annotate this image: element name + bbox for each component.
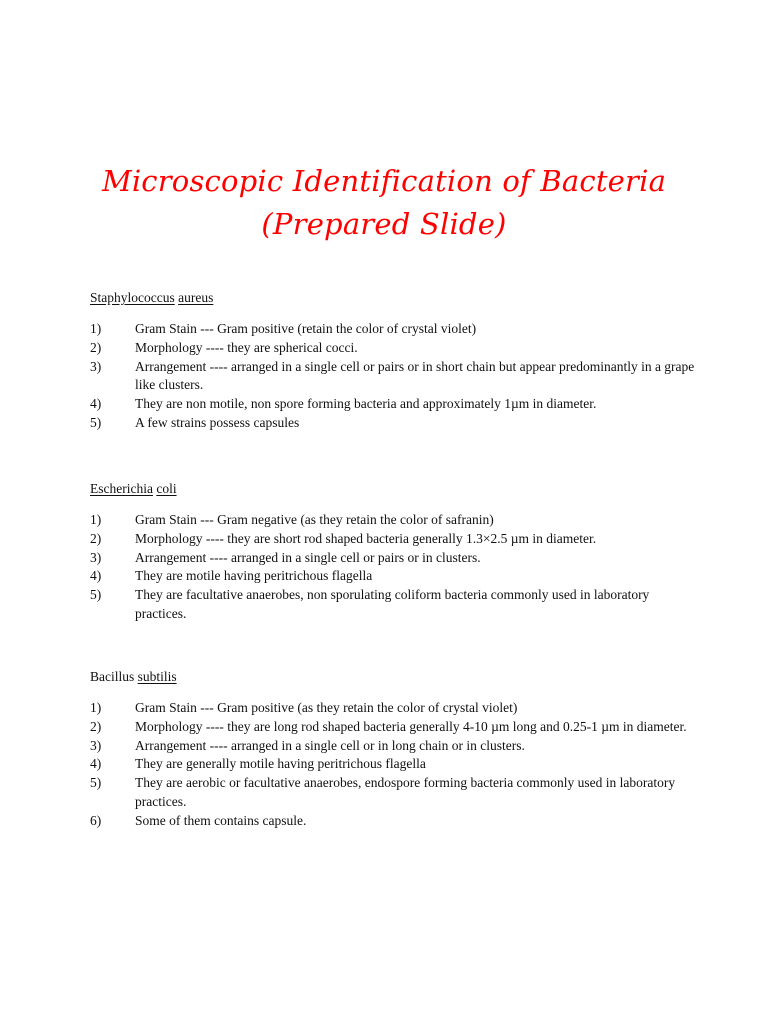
list-number: 2) [90,718,102,734]
list-item [90,414,695,433]
section-staphylococcus-aureus [90,288,695,433]
list-item [90,586,695,624]
list-number: 3) [90,358,102,374]
list-text: They are generally motile having peritrichous flagella [135,756,426,772]
list-number: 5) [90,775,102,791]
section-bacillus-subtilis [90,667,690,831]
list-text: They are aerobic or facultative anaerobes, endospore forming bacteria commonly used in laboratory practices. [135,775,676,809]
list-number: 5) [90,414,102,430]
list-text: Arrangement ---- arranged in a single cell or pairs or in clusters. [135,549,481,565]
list-number: 3) [90,737,102,753]
list-number: 2) [90,530,102,546]
list-number: 4) [90,756,102,772]
list-item [90,511,695,530]
list-number: 2) [90,339,102,355]
species-name: aureus [178,290,214,305]
list-number: 5) [90,587,102,603]
characteristics-list [90,320,695,433]
list-number: 4) [90,396,102,412]
list-text: Morphology ---- they are short rod shaped bacteria generally 1.3×2.5 µm in diameter. [135,530,597,546]
list-text: They are motile having peritrichous flagella [135,568,373,584]
list-number: 1) [90,700,102,715]
genus-name: Staphylococcus [90,290,175,305]
list-item [90,320,695,339]
list-item [90,358,695,396]
list-text: They are facultative anaerobes, non sporulating coliform bacteria commonly used in laboratory practices. [135,587,650,621]
list-item [90,530,695,549]
genus-name: Escherichia [90,481,153,496]
list-item [90,549,695,568]
species-name: subtilis [137,669,177,684]
list-item [90,737,695,756]
list-item [90,812,695,831]
section-heading [90,288,690,307]
characteristics-list [90,511,690,624]
list-text: Gram Stain --- Gram positive (retain the color of crystal violet) [135,321,477,336]
characteristics-list [90,699,690,831]
list-number: 3) [90,549,102,565]
list-text: Gram Stain --- Gram negative (as they retain the color of safranin) [135,512,494,527]
list-item [90,339,695,358]
list-item [90,567,695,586]
list-text: Gram Stain --- Gram positive (as they retain the color of crystal violet) [135,700,518,715]
list-number: 6) [90,812,102,828]
list-number: 1) [90,321,102,336]
list-item [90,718,695,737]
document-title-line-2: (Prepared Slide) [261,207,507,241]
list-number: 4) [90,568,102,584]
genus-name: Bacillus [90,669,135,684]
list-text: Some of them contains capsule. [135,812,307,828]
list-text: They are non motile, non spore forming bacteria and approximately 1µm in diameter. [135,396,597,412]
list-item [90,774,695,812]
list-number: 1) [90,512,102,527]
document-title-line-1: Microscopic Identification of Bacteria [101,164,667,198]
list-text: A few strains possess capsules [135,414,300,430]
species-name: coli [156,481,177,496]
section-escherichia-coli [90,479,690,624]
list-text: Arrangement ---- arranged in a single cell or in long chain or in clusters. [135,737,525,753]
list-text: Morphology ---- they are spherical cocci. [135,339,358,355]
list-text: Arrangement ---- arranged in a single cell or pairs or in short chain but appear predominantly in a grape like clusters. [135,358,695,393]
list-item [90,699,695,718]
section-heading [90,667,690,686]
list-text: Morphology ---- they are long rod shaped bacteria generally 4-10 µm long and 0.25-1 µm in diameter. [135,718,687,734]
list-item [90,395,695,414]
list-item [90,755,695,774]
section-heading [90,479,690,498]
